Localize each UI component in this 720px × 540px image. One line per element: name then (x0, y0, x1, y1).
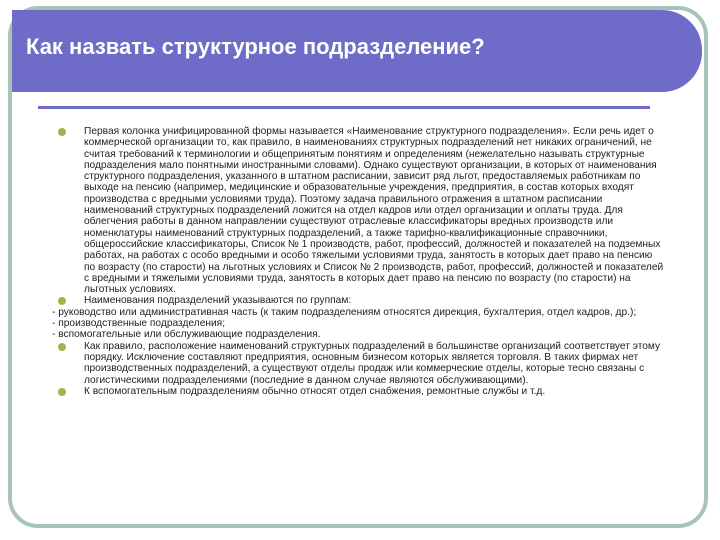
paragraph-text: Как правило, расположение наименований структурных подразделений в большинстве организаций соответствует этому порядку. Исключение составляют предприятия, основным бизнесом которых является торговля. В таких фирмах нет производственных подразделений, а существуют отделы продаж или коммерческие отделы, которые тесно связаны с логистическими подразделениями (последние в данном случае являются обслуживающими). (84, 340, 661, 386)
paragraph-plain-3 (52, 329, 664, 340)
paragraph-text: - вспомогательные или обслуживающие подразделения. (52, 329, 321, 341)
slide-title: Как назвать структурное подразделение? (26, 34, 485, 59)
paragraph-bullet-1 (52, 126, 664, 295)
title-band (12, 10, 702, 92)
paragraph-text: Первая колонка унифицированной формы называется «Наименование структурного подразделения». Если речь идет о коммерческой организации то, как правило, в наименованиях структурных подразделений нет никаких ограничений, не считая требований к терминологии и общепринятым понятиям и определениям (нежелательно называть структурные подразделения мало понятными иностранными словами). Однако существуют организации, в которых от наименования структурного подразделения, указанного в штатном расписании, зависит ряд льгот, предоставляемых работникам по выходе на пенсию (например, медицинские и образовательные учреждения, предприятия, в состав которых входят производства с вредными условиями труда). Поэтому задача правильного отражения в штатном расписании наименований структурных подразделений ложится на отдел кадров или отдел организации и оплаты труда. Для облегчения работы в данном направлении существуют отраслевые классификаторы вредных производств или номенклатуры наименований структурных подразделений, а также тарифно-квалификационные справочники, общероссийские классификаторы, Список № 1 производств, работ, профессий, должностей и показателей на подземных работах, на работах с особо вредными и особо тяжелыми условиями труда, занятость в которых дает право на пенсию по возрасту (по старости) на льготных условиях и Список № 2 производств, работ, профессий, должностей и показателей с вредными и тяжелыми условиями труда, занятость в которых дает право на пенсию по возрасту (по старости) на льготных условиях. (84, 126, 664, 296)
slide-content (52, 126, 664, 397)
paragraph-text: - производственные подразделения; (52, 318, 226, 330)
paragraph-text: К вспомогательным подразделениям обычно относят отдел снабжения, ремонтные службы и т.д. (84, 385, 546, 397)
bullet-dot-icon (58, 128, 66, 136)
paragraph-plain-2 (52, 318, 664, 329)
title-underline (38, 106, 650, 109)
paragraph-text: - руководство или административная часть (к таким подразделениям относятся дирекция, бухгалтерия, отдел кадров, др.); (52, 306, 637, 318)
paragraph-bullet-3 (52, 341, 664, 386)
bullet-dot-icon (58, 297, 66, 305)
paragraph-text: Наименования подразделений указываются по группам: (84, 295, 352, 307)
bullet-dot-icon (58, 388, 66, 396)
paragraph-plain-1 (52, 307, 664, 318)
paragraph-bullet-4 (52, 386, 664, 397)
paragraph-bullet-2 (52, 295, 664, 306)
bullet-dot-icon (58, 343, 66, 351)
